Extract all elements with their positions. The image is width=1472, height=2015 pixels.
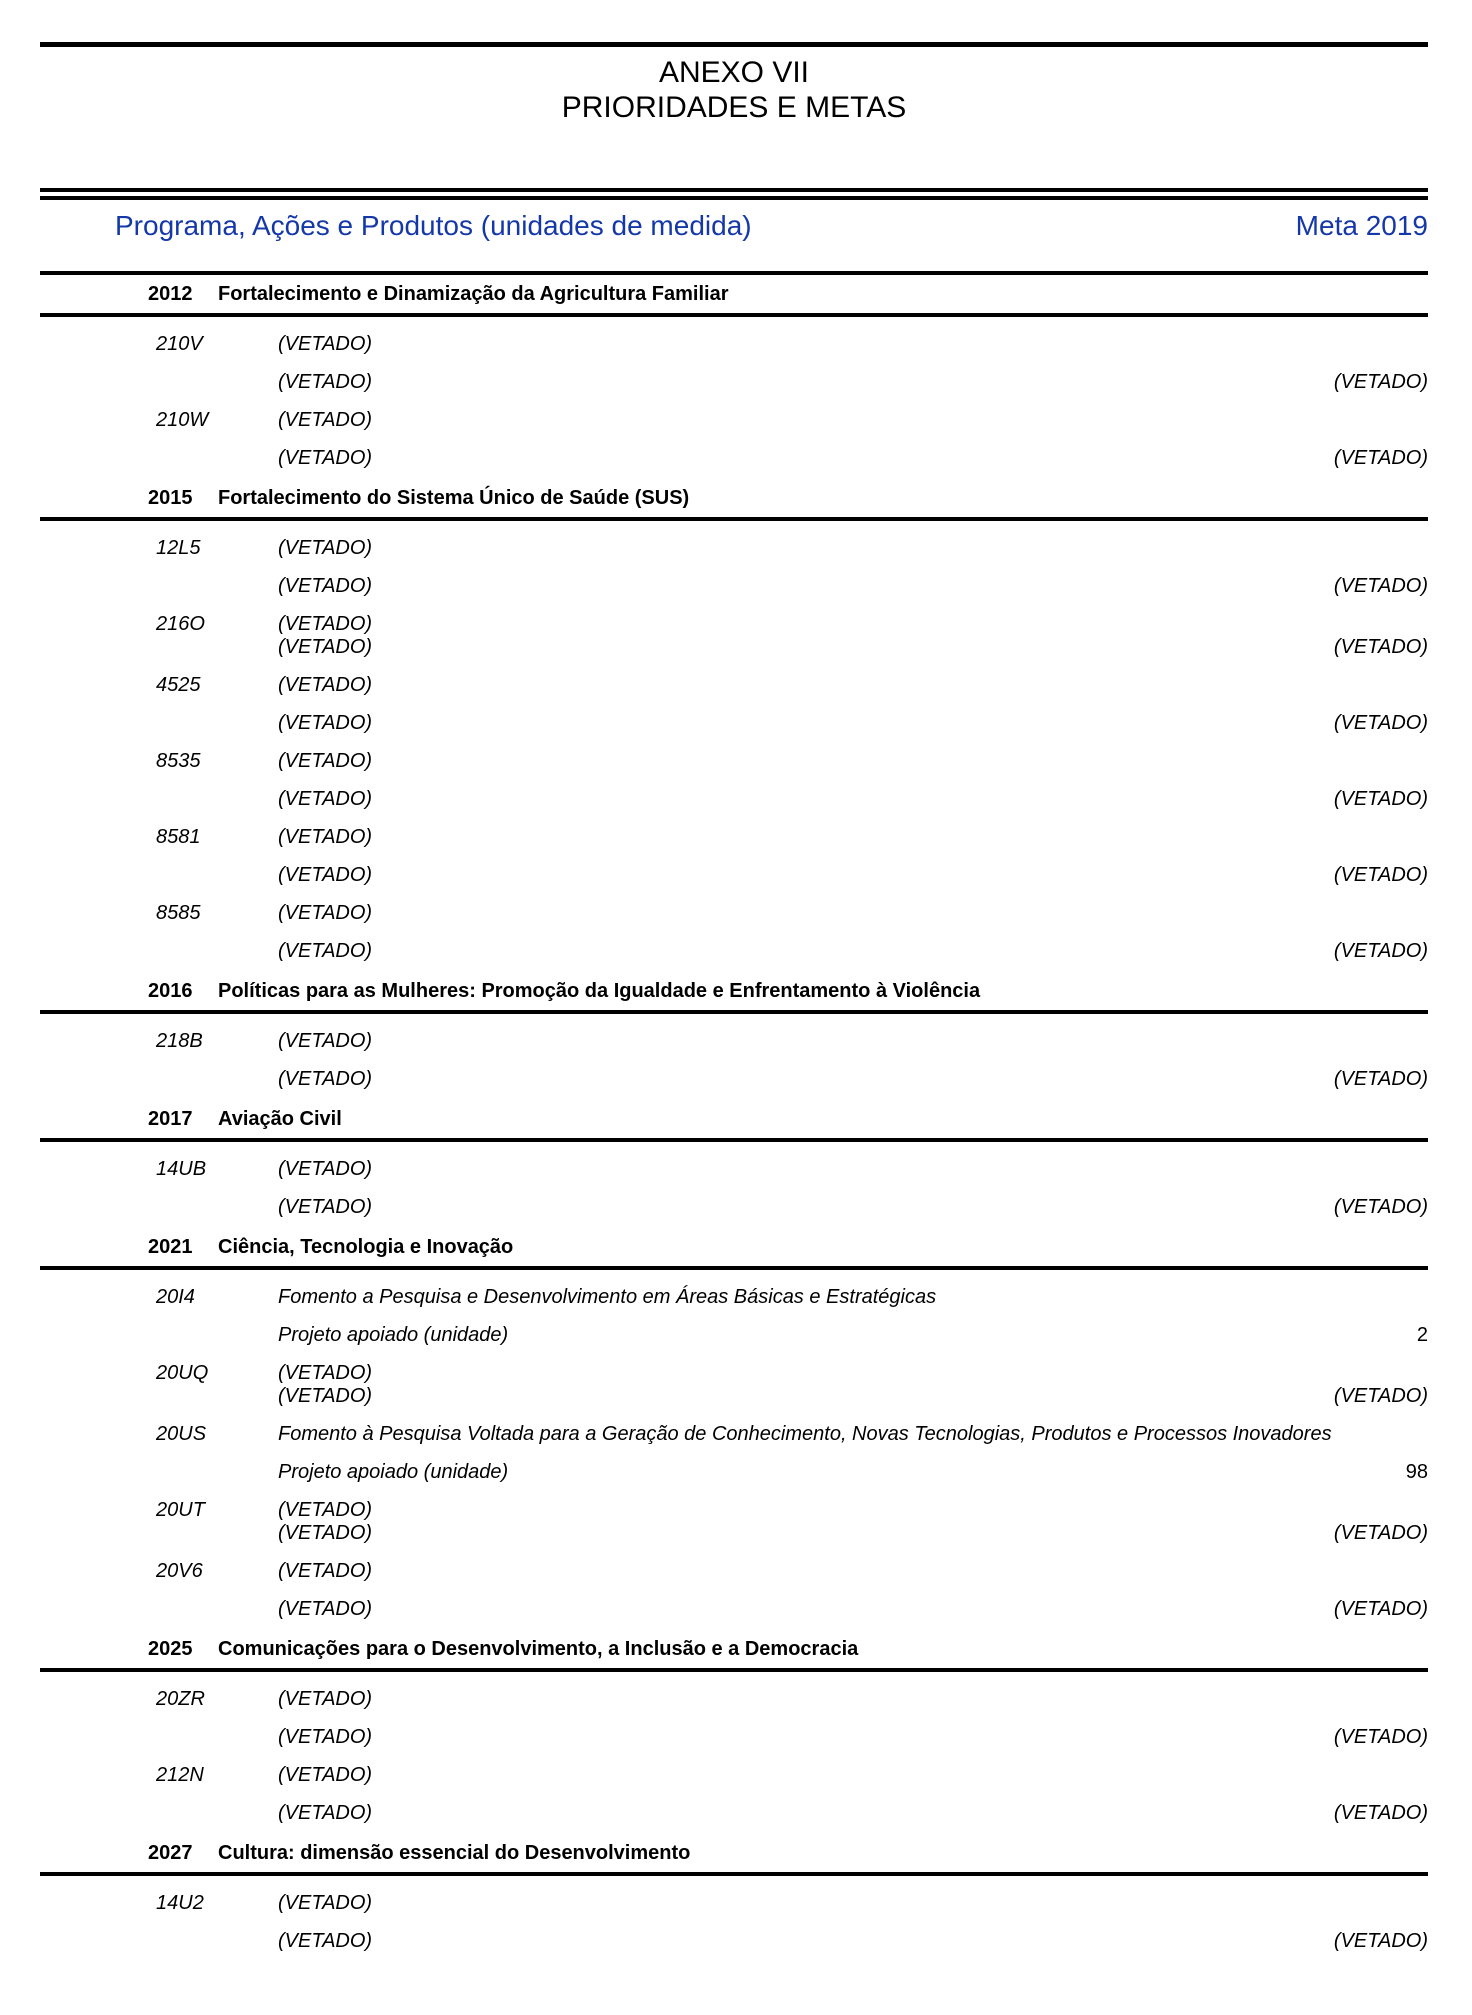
program-row-2021: [40, 1236, 1428, 1270]
action-name: (VETADO): [278, 1499, 373, 1521]
action-code-spacer: [156, 864, 278, 886]
program-row-2012: [40, 283, 1428, 317]
action-row-20US: [40, 1423, 1428, 1445]
program-row-2017: [40, 1108, 1428, 1142]
product-name: (VETADO): [278, 636, 373, 658]
action-row-210W: [40, 409, 1428, 431]
program-title: Comunicações para o Desenvolvimento, a Inclusão e a Democracia: [218, 1638, 859, 1660]
action-code: 4525: [156, 674, 201, 696]
product-row-20US: [40, 1461, 1428, 1483]
action-code: 210V: [156, 333, 203, 355]
program-title: Cultura: dimensão essencial do Desenvolvimento: [218, 1842, 691, 1864]
top-rule: [40, 42, 1428, 47]
column-header-row: [40, 210, 1428, 242]
action-name: (VETADO): [278, 1362, 373, 1384]
action-name: (VETADO): [278, 902, 373, 924]
product-name: (VETADO): [278, 447, 373, 469]
action-code: 216O: [156, 613, 205, 635]
action-code-spacer: [156, 940, 278, 962]
product-row-20UQ: [40, 1385, 1428, 1407]
meta-value: (VETADO): [1333, 1930, 1428, 1952]
product-row-212N: [40, 1802, 1428, 1824]
meta-value: (VETADO): [1333, 447, 1428, 469]
action-code: 20ZR: [156, 1688, 205, 1710]
program-title: Fortalecimento e Dinamização da Agricultura Familiar: [218, 283, 729, 305]
action-row-218B: [40, 1030, 1428, 1052]
action-code-spacer: [156, 636, 278, 658]
annex-title: [40, 55, 1428, 125]
action-row-14UB: [40, 1158, 1428, 1180]
program-code: 2025: [148, 1638, 193, 1660]
product-name: (VETADO): [278, 1068, 373, 1090]
action-code: 212N: [156, 1764, 204, 1786]
program-code: 2027: [148, 1842, 193, 1864]
action-row-4525: [40, 674, 1428, 696]
action-row-8581: [40, 826, 1428, 848]
meta-value: (VETADO): [1333, 1598, 1428, 1620]
header-double-rule: [40, 188, 1428, 200]
product-row-210W: [40, 447, 1428, 469]
action-name: (VETADO): [278, 1764, 373, 1786]
product-row-4525: [40, 712, 1428, 734]
action-row-12L5: [40, 537, 1428, 559]
product-row-20UT: [40, 1522, 1428, 1544]
product-row-12L5: [40, 575, 1428, 597]
product-row-210V: [40, 371, 1428, 393]
product-row-8585: [40, 940, 1428, 962]
action-row-8535: [40, 750, 1428, 772]
product-name: (VETADO): [278, 712, 373, 734]
action-name: (VETADO): [278, 1030, 373, 1052]
product-name: (VETADO): [278, 1802, 373, 1824]
action-code: 20UQ: [156, 1362, 209, 1384]
program-title: Políticas para as Mulheres: Promoção da Igualdade e Enfrentamento à Violência: [218, 980, 981, 1002]
product-row-14U2: [40, 1930, 1428, 1952]
action-row-20I4: [40, 1286, 1428, 1308]
meta-value: (VETADO): [1333, 940, 1428, 962]
action-name: (VETADO): [278, 750, 373, 772]
action-row-20ZR: [40, 1688, 1428, 1710]
meta-value: (VETADO): [1333, 788, 1428, 810]
product-row-14UB: [40, 1196, 1428, 1218]
action-name: (VETADO): [278, 537, 373, 559]
product-name: (VETADO): [278, 788, 373, 810]
program-code: 2017: [148, 1108, 193, 1130]
program-title: Ciência, Tecnologia e Inovação: [218, 1236, 514, 1258]
product-name: (VETADO): [278, 1385, 373, 1407]
action-name: (VETADO): [278, 409, 373, 431]
action-code: 20US: [156, 1423, 207, 1445]
action-code-spacer: [156, 371, 278, 393]
action-name: Fomento a Pesquisa e Desenvolvimento em Áreas Básicas e Estratégicas: [278, 1286, 937, 1308]
action-code: 210W: [156, 409, 209, 431]
action-code-spacer: [156, 1461, 278, 1483]
product-name: (VETADO): [278, 1196, 373, 1218]
action-name: (VETADO): [278, 826, 373, 848]
action-row-8585: [40, 902, 1428, 924]
meta-value: (VETADO): [1333, 1522, 1428, 1544]
program-code: 2021: [148, 1236, 193, 1258]
meta-value: (VETADO): [1333, 1802, 1428, 1824]
program-title: Fortalecimento do Sistema Único de Saúde (SUS): [218, 487, 690, 509]
product-name: Projeto apoiado (unidade): [278, 1461, 509, 1483]
table-header-rule: [40, 271, 1428, 275]
program-row-2027: [40, 1842, 1428, 1876]
action-code: 8585: [156, 902, 201, 924]
action-row-20V6: [40, 1560, 1428, 1582]
meta-value: (VETADO): [1333, 1196, 1428, 1218]
product-name: (VETADO): [278, 864, 373, 886]
action-code-spacer: [156, 1068, 278, 1090]
action-code: 8581: [156, 826, 201, 848]
action-code-spacer: [156, 788, 278, 810]
annex-title-line1: ANEXO VII: [658, 56, 810, 89]
program-row-2016: [40, 980, 1428, 1014]
program-row-2015: [40, 487, 1428, 521]
action-code-spacer: [156, 1598, 278, 1620]
product-name: (VETADO): [278, 575, 373, 597]
action-row-212N: [40, 1764, 1428, 1786]
meta-value: (VETADO): [1333, 636, 1428, 658]
product-name: (VETADO): [278, 1726, 373, 1748]
meta-value: (VETADO): [1333, 1068, 1428, 1090]
action-code: 218B: [156, 1030, 203, 1052]
column-header-programs: Programa, Ações e Produtos (unidades de medida): [115, 210, 752, 241]
action-code-spacer: [156, 1802, 278, 1824]
action-code-spacer: [156, 1324, 278, 1346]
product-name: (VETADO): [278, 1598, 373, 1620]
action-code-spacer: [156, 1196, 278, 1218]
action-name: Fomento à Pesquisa Voltada para a Geração de Conhecimento, Novas Tecnologias, Produtos e Processos Inovadores: [278, 1423, 1332, 1445]
action-name: (VETADO): [278, 333, 373, 355]
action-row-20UQ: [40, 1362, 1428, 1384]
action-row-216O: [40, 613, 1428, 635]
program-row-2025: [40, 1638, 1428, 1672]
product-row-218B: [40, 1068, 1428, 1090]
action-name: (VETADO): [278, 1892, 373, 1914]
product-row-216O: [40, 636, 1428, 658]
table-area: [40, 42, 1428, 1952]
action-code-spacer: [156, 447, 278, 469]
product-row-8535: [40, 788, 1428, 810]
annex-title-line2: PRIORIDADES E METAS: [561, 91, 907, 124]
product-row-20I4: [40, 1324, 1428, 1346]
meta-value: 98: [1405, 1461, 1428, 1483]
action-code: 12L5: [156, 537, 201, 559]
meta-value: (VETADO): [1333, 1726, 1428, 1748]
product-name: Projeto apoiado (unidade): [278, 1324, 509, 1346]
action-name: (VETADO): [278, 1158, 373, 1180]
product-name: (VETADO): [278, 1522, 373, 1544]
action-row-20UT: [40, 1499, 1428, 1521]
meta-value: 2: [1416, 1324, 1428, 1346]
action-name: (VETADO): [278, 613, 373, 635]
product-row-20V6: [40, 1598, 1428, 1620]
program-title: Aviação Civil: [218, 1108, 342, 1130]
meta-value: (VETADO): [1333, 371, 1428, 393]
action-code-spacer: [156, 575, 278, 597]
meta-value: (VETADO): [1333, 575, 1428, 597]
program-code: 2012: [148, 283, 193, 305]
action-name: (VETADO): [278, 1688, 373, 1710]
action-code-spacer: [156, 1522, 278, 1544]
action-code: 20UT: [156, 1499, 205, 1521]
action-code-spacer: [156, 1726, 278, 1748]
meta-value: (VETADO): [1333, 1385, 1428, 1407]
table-body: [40, 283, 1428, 1952]
action-code-spacer: [156, 1385, 278, 1407]
action-code-spacer: [156, 712, 278, 734]
action-code: 20V6: [156, 1560, 203, 1582]
program-code: 2015: [148, 487, 193, 509]
action-code: 14UB: [156, 1158, 207, 1180]
product-name: (VETADO): [278, 371, 373, 393]
product-row-8581: [40, 864, 1428, 886]
action-row-210V: [40, 333, 1428, 355]
product-name: (VETADO): [278, 1930, 373, 1952]
column-header-meta: Meta 2019: [1295, 210, 1428, 241]
action-code: 14U2: [156, 1892, 204, 1914]
action-name: (VETADO): [278, 674, 373, 696]
meta-value: (VETADO): [1333, 712, 1428, 734]
action-code: 8535: [156, 750, 201, 772]
action-row-14U2: [40, 1892, 1428, 1914]
program-code: 2016: [148, 980, 193, 1002]
action-code-spacer: [156, 1930, 278, 1952]
meta-value: (VETADO): [1333, 864, 1428, 886]
action-code: 20I4: [156, 1286, 195, 1308]
product-name: (VETADO): [278, 940, 373, 962]
action-name: (VETADO): [278, 1560, 373, 1582]
product-row-20ZR: [40, 1726, 1428, 1748]
